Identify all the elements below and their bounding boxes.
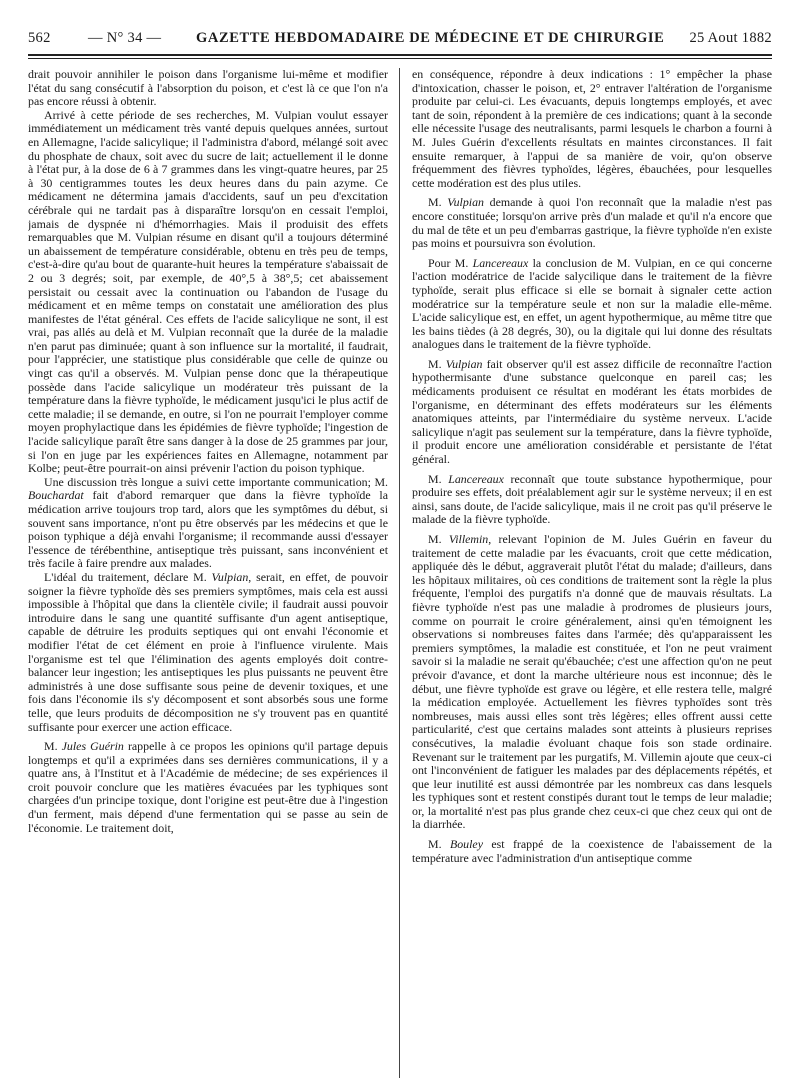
paragraph-text: M. (428, 837, 450, 852)
paragraph-text: Une discussion très longue a suivi cette importante communication; M. (44, 474, 388, 489)
paragraph-text: demande à quoi l'on reconnaît que la maladie n'est pas encore constituée; lorsqu'on arrive près d'un malade et qu'il n'a encore que du mal de tête et un peu d'embarras gastrique, la fièvre typhoïde n'en existe pas moins et poursuivra son évolution. (412, 195, 772, 251)
paragraph (28, 476, 388, 571)
paragraph-text: , serait, en effet, de pouvoir soigner la fièvre typhoïde dès ses premiers symptômes, mais cela est aussi impossible à l'hôpital que dans la clientèle civile; il faudrait aussi pouvoir introduire dans le sang une quantité suffisante d'un agent antiseptique, capable de détruire les produits septiques qui ont envahi l'économie et modifier l'état de cet élément en proie à l'influence virulente. Mais l'organisme est tel que l'élimination des agents employés doit contre-balancer leur ingestion; les antiseptiques les plus puissants ne peuvent être administrés à une dose suffisante sous peine de devenir toxiques, et une fois dans l'économie ils s'y décomposent et sont absorbés sous une forme telle, que leurs produits de décomposition ne s'y trouvent pas en quantité suffisante pour exercer une action efficace. (28, 569, 388, 734)
paragraph-text: fait d'abord remarquer que dans la fièvre typhoïde la médication arrive toujours trop tard, alors que les symptômes du début, si souvent sans importance, n'ont pu être observés par les médecins et que le poison typhique a déjà envahi l'organisme; il recommande aussi d'essayer l'essence de térébenthine, antiseptique très puissant, sans inconvénient et très facile à faire prendre aux malades. (28, 488, 388, 571)
paragraph-text: fait observer qu'il est assez difficile de reconnaître l'action hypothermisante d'une substance quelconque en pareil cas; les médicaments produisent ce résultat en modérant les états morbides de l'organisme, en déterminant des effets modérateurs sur les éléments anatomiques atteints, par l'intermédiaire du système nerveux. L'acide salicylique n'agit pas seulement sur la température, dans la fièvre typhoïde, il produit encore une amélioration considérable et persistante de l'état général. (412, 356, 772, 467)
paragraph-text: la conclusion de M. Vulpian, en ce qui concerne l'action modératrice de l'acide salycilique dans le traitement de la fièvre typhoïde, serait plus efficace si elle se bornait à signaler cette action modératrice sur la température seule et non sur la maladie elle-même. L'acide salicylique est, en effet, un agent hypothermique, au même titre que les bains tièdes (à 28 degrés, 30), ou la digitale qui lui donne des résultats analogues dans le traitement de la fièvre typhoïde. (412, 255, 772, 352)
speaker-name: Lancereaux (472, 255, 529, 270)
paragraph-text: est frappé de la coexistence de l'abaissement de la température avec l'administration d'un antiseptique comme (412, 837, 772, 865)
speaker-name: Jules Guérin (61, 739, 124, 754)
paragraph (412, 473, 772, 527)
page-number: 562 (28, 30, 51, 46)
right-column (412, 68, 772, 1078)
speaker-name: Bouchardat (28, 488, 84, 503)
speaker-name: Bouley (449, 837, 483, 852)
paragraph (412, 533, 772, 832)
paragraph-text: M. (428, 471, 449, 486)
paragraph-text: L'idéal du traitement, déclare M. (44, 569, 212, 584)
paragraph (28, 571, 388, 734)
paragraph-text: rappelle à ce propos les opinions qu'il partage depuis longtemps et qu'il a exprimées dans ses dernières communications, il y a quatre ans, à l'Institut et à l'Académie de médecine; de ses expériences il croit pouvoir conclure que les matières évacuées par les typhiques sont chargées d'un principe toxique, dont l'origine est peut-être due à l'ingestion d'un ferment, mais dépend d'une fermentation qui se passe au sein de l'économie. Le traitement doit, (28, 739, 388, 835)
paragraph: en conséquence, répondre à deux indications : 1° empêcher la phase d'intoxication, chasser le poison, et, 2° entraver l'altération de l'organisme produite par celui-ci. Les évacuants, depuis longtemps employés, et avec tant de soin, répondent à la première de ces indications; quant à la seconde elle nécessite l'usage des neutralisants, parmi lesquels le charbon a fourni à M. Jules Guérin d'excellents résultats en maintes circonstances. Il fait ensuite remarquer, à l'appui de sa manière de voir, qu'on observe fréquemment des fièvres typhoïdes, légères, ébauchées, pour lesquelles cette modération est des plus utiles. (412, 68, 772, 190)
paragraph: Arrivé à cette période de ses recherches, M. Vulpian voulut essayer immédiatement un médicament très vanté depuis quelques années, surtout en Allemagne, l'acide salicylique; il l'administra d'abord, mélangé soit avec du phosphate de chaux, soit avec du sucre de lait; actuellement il le donne à l'état pur, à la dose de 6 à 7 grammes dans les vingt-quatre heures, par 25 à 30 centigrammes toutes les deux heures dans du pain azyme. Ce médicament ne détermina jamais d'accidents, sauf un peu d'excitation cérébrale qui ne tardait pas à disparaître lorsqu'on en cessait l'emploi, jamais de dyspnée ni d'hémorrhagies. Mais il produisit des effets remarquables que M. Vulpian résume en disant qu'il a toujours déterminé un abaissement de température considérable, obtenu en très peu de temps, c'est-à-dire qu'au bout de quarante-huit heures la température s'abaissait de 2 ou 3 degrés; soit, par exemple, de 40°,5 à 38°,5; cet abaissement persistait ou cessait avec la continuation ou l'abandon de l'usage du médicament et en même temps on constatait une amélioration des plus manifestes de l'état général. Ces effets de l'acide salicylique ne sont, il est vrai, pas allés au delà et M. Vulpian reconnaît que la durée de la maladie n'en parut pas diminuée; quant à son influence sur la mortalité, il faudrait, pour l'apprécier, une statistique plus considérable que celle de quinze ou vingt cas qu'il a observés. M. Vulpian pense donc que la thérapeutique possède dans l'acide salicylique un modérateur très puissant de la température dans la fièvre typhoïde, le médicament jusqu'ici le plus actif de cette maladie; il se demande, en outre, si l'on ne pourrait l'employer comme moyen prophylactique dans les épidémies de fièvre typhoïde; l'ingestion de l'acide salicylique paraît être sans danger à la dose de 25 grammes par jour, si l'on en juge par les expériences faites en Allemagne, notamment par Kolbe; peut-être pourrait-on ainsi prévenir l'action du poison typhique. (28, 107, 388, 476)
paragraph-text: M. (428, 195, 448, 210)
speaker-name: Villemin (448, 532, 489, 546)
paragraph-text: M. (44, 739, 62, 754)
header-rule (28, 58, 772, 59)
paragraph-text: M. (428, 356, 446, 371)
paragraph-text: M. (428, 532, 449, 546)
speaker-name: Lancereaux (448, 471, 504, 486)
speaker-name: Vulpian (445, 356, 483, 371)
paragraph-text: Pour M. (428, 255, 473, 270)
paragraph (412, 838, 772, 865)
paragraph: drait pouvoir annihiler le poison dans l'organisme lui-même et modifier l'état du sang consécutif à l'absorption du poison, et c'est là ce que l'on n'a pas encore réussi à obtenir. (28, 68, 388, 109)
paragraph-text: , relevant l'opinion de M. Jules Guérin en faveur du traitement de cette maladie par les évacuants, croit que cette médication, appliquée dès le début, aggraverait plutôt l'état du malade; d'ailleurs, dans les hôpitaux militaires, où ces conditions de traitement sont la règle la plus fréquente, l'emploi des purgatifs n'a donné que de mauvais résultats. La fièvre typhoïde n'est pas une maladie à prodromes de plusieurs jours, comme on pourrait le croire généralement, ainsi qu'en témoignent les observations si nombreuses faites dans l'armée; dès qu'apparaissent les premiers symptômes, la maladie est constituée, et l'on ne peut vraiment savoir si la maladie ne serait qu'ébauchée; c'est une affection qu'on ne peut prévoir d'avance, et dont la marche ultérieure nous est inconnue; dès le début, une fièvre typhoïde est grave ou légère, et elle restera telle, malgré la médication employée. Actuellement les fièvres typhoïdes sont très nombreuses, mais aussi elles sont très légères; elles offrent aussi cette particularité, c'est que certains malades sont atteints à plusieurs reprises consécutives, la maladie évoluant chaque fois son stade ordinaire. Revenant sur le traitement par les purgatifs, M. Villemin ajoute que ceux-ci ont l'inconvénient de fatiguer les malades par des déplacements répétés, et que leur inutilité est aussi démontrée par les nombreux cas dans lesquels les typhiques sont et restent constipés durant tout le temps de leur maladie; or, la mortalité n'est pas plus grande chez ceux-ci que chez ceux qui ont de la diarrhée. (412, 532, 772, 832)
journal-title: GAZETTE HEBDOMADAIRE DE MÉDECINE ET DE CHIRURGIE (196, 30, 665, 46)
speaker-name: Vulpian (211, 569, 249, 584)
paragraph (28, 740, 388, 835)
paragraph (412, 196, 772, 250)
speaker-name: Vulpian (447, 195, 484, 210)
left-column (28, 68, 388, 1078)
article-body (28, 68, 772, 1078)
issue-date: 25 Aout 1882 (689, 30, 772, 46)
paragraph (412, 358, 772, 467)
paragraph (412, 257, 772, 352)
column-divider (399, 68, 400, 1078)
journal-page (28, 28, 772, 1078)
page-header (28, 28, 772, 56)
issue-number: — N° 34 — (88, 30, 162, 46)
paragraph-text: reconnaît que toute substance hypothermique, pour produire ses effets, doit préalablement agir sur le système nerveux; il en est ainsi, sans doute, de l'acide salicylique, mais il ne croit pas qu'il préserve le malade de la fièvre typhoïde. (412, 471, 772, 527)
